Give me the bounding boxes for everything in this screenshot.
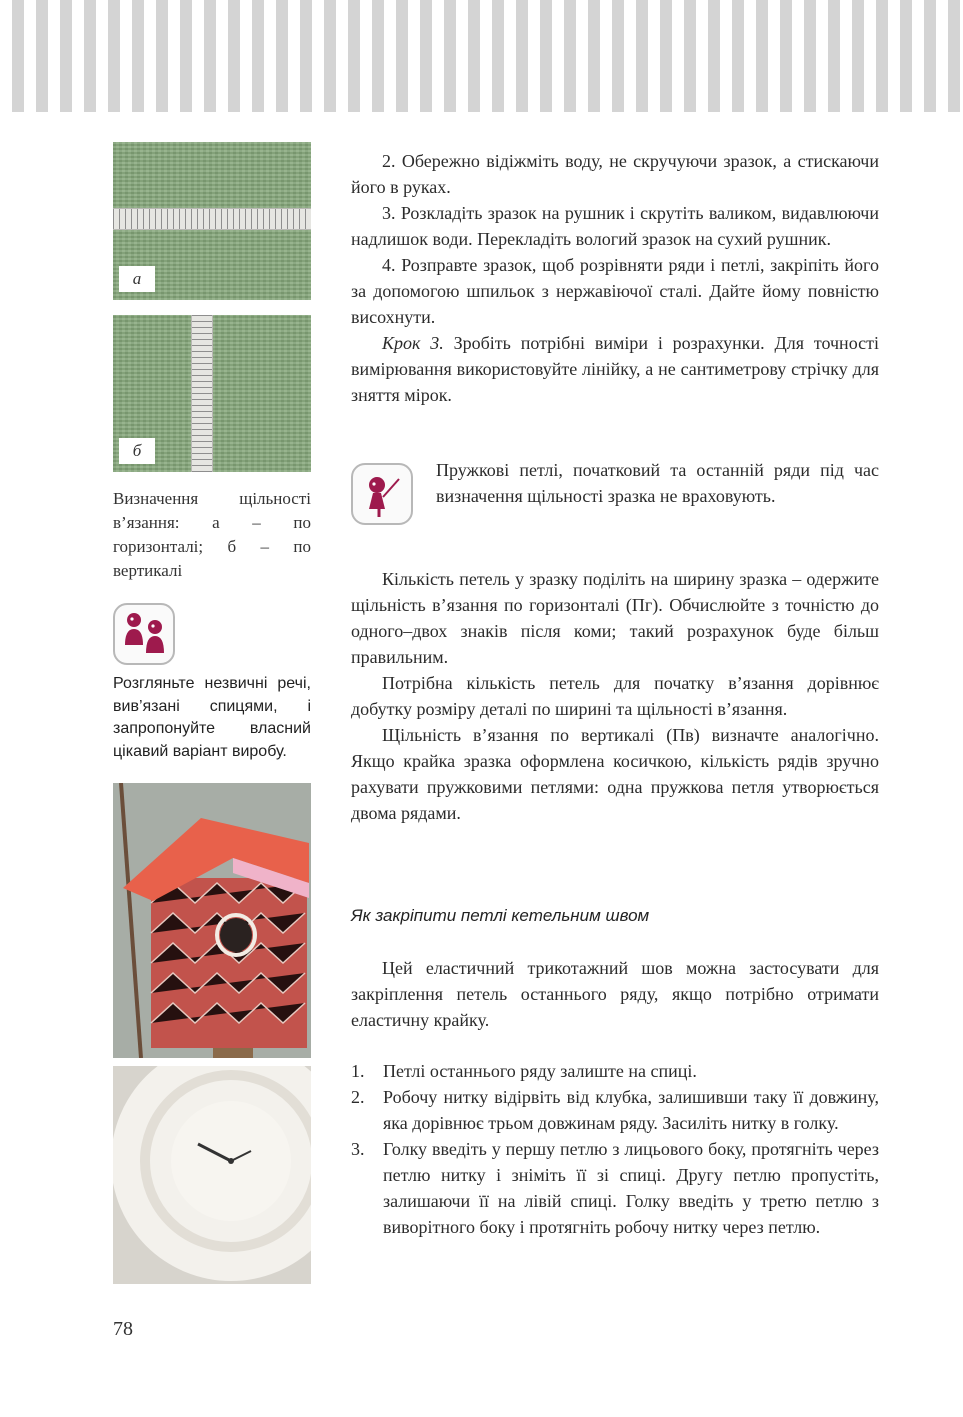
main-text-intro — [351, 955, 879, 1033]
krok-3-text: Зробіть потрібні виміри і розрахунки. Для точності вимірювання використовуйте лінійку, а не сантиметрову стрічку для зняття мірок. — [351, 333, 879, 405]
list-item-text: Голку введіть у першу петлю з лицьового боку, протягніть через петлю нитку і зніміть її зі спиці. Другу петлю пропустіть, залишаючи її на лівій спиці. Голку введіть у третю петлю з виворітного боку і протягніть робочу нитку через петлю. — [383, 1139, 879, 1237]
main-text-top — [351, 148, 879, 408]
note-text: Пружкові петлі, початковий та останній ряди під час визначення щільності зразка не враховують. — [436, 460, 879, 506]
steps-list — [351, 1058, 879, 1240]
paragraph-density-1: Кількість петель у зразку поділіть на ширину зразка – одержите щільність в’язання по горизонталі (Пг). Обчислюйте з точністю до одного–двох знаків після коми; такий розрахунок буде більш правильним. — [351, 569, 879, 667]
knitted-clock-photo — [113, 1066, 311, 1284]
two-figures-icon — [113, 603, 175, 665]
krok-3-label: Крок 3. — [382, 333, 444, 353]
section-subheading: Як закріпити петлі кетельним швом — [351, 906, 650, 925]
paragraph-intro: Цей еластичний трикотажний шов можна застосувати для закріплення петель останнього ряду, якщо потрібно отримати еластичну крайку. — [351, 958, 879, 1030]
list-item-text: Петлі останнього ряду залиште на спиці. — [383, 1061, 697, 1081]
knitted-birdhouse-photo — [113, 783, 311, 1058]
list-item — [351, 1058, 879, 1084]
page-number: 78 — [113, 1318, 133, 1340]
paragraph-step-4: 4. Розправте зразок, щоб розрівняти ряди і петлі, закріпіть його за допомогою шпильок з нержавіючої сталі. Дайте йому повністю висохнути. — [351, 255, 879, 327]
list-item — [351, 1084, 879, 1136]
header-stripes — [0, 0, 963, 112]
paragraph-density-3: Щільність в’язання по вертикалі (Пв) визначте аналогічно. Якщо крайка зразка оформлена косичкою, кількість рядів зручно рахувати пружковими петлями: одна пружкова петля утворюється двома рядами. — [351, 725, 879, 823]
list-item-number: 2. — [351, 1087, 365, 1107]
list-item-number: 1. — [351, 1061, 365, 1081]
list-item-number: 3. — [351, 1139, 365, 1159]
paragraph-step-2: 2. Обережно відіжміть воду, не скручуючи зразок, а стискаючи його в руках. — [351, 151, 879, 197]
list-item — [351, 1136, 879, 1240]
side-note-text: Розгляньте незвичні речі, вив’язані спицями, і запропонуйте власний цікавий варіант виробу. — [113, 675, 311, 760]
list-item-text: Робочу нитку відірвіть від клубка, залишивши таку її довжину, яка дорівнює трьом довжинам ряду. Засиліть нитку в голку. — [383, 1087, 879, 1133]
knit-swatch-horizontal-photo — [113, 142, 311, 300]
figure-label-a: а — [119, 266, 155, 292]
ruler-horizontal — [113, 208, 311, 230]
paragraph-step-3: 3. Розкладіть зразок на рушник і скрутіть валиком, видавлюючи надлишок води. Перекладіть вологий зразок на сухий рушник. — [351, 203, 879, 249]
figure-caption: Визначення щільності в’язання: а – по горизонталі; б – по вертикалі — [113, 489, 311, 580]
pointer-figure-icon — [351, 463, 413, 525]
ruler-vertical — [191, 315, 213, 472]
main-text-density — [351, 566, 879, 826]
paragraph-density-2: Потрібна кількість петель для початку в’язання дорівнює добутку розміру деталі по ширині та щільності в’язання. — [351, 673, 879, 719]
knit-swatch-vertical-photo — [113, 315, 311, 472]
paragraph-krok-3 — [351, 330, 879, 408]
figure-label-b: б — [119, 438, 155, 464]
